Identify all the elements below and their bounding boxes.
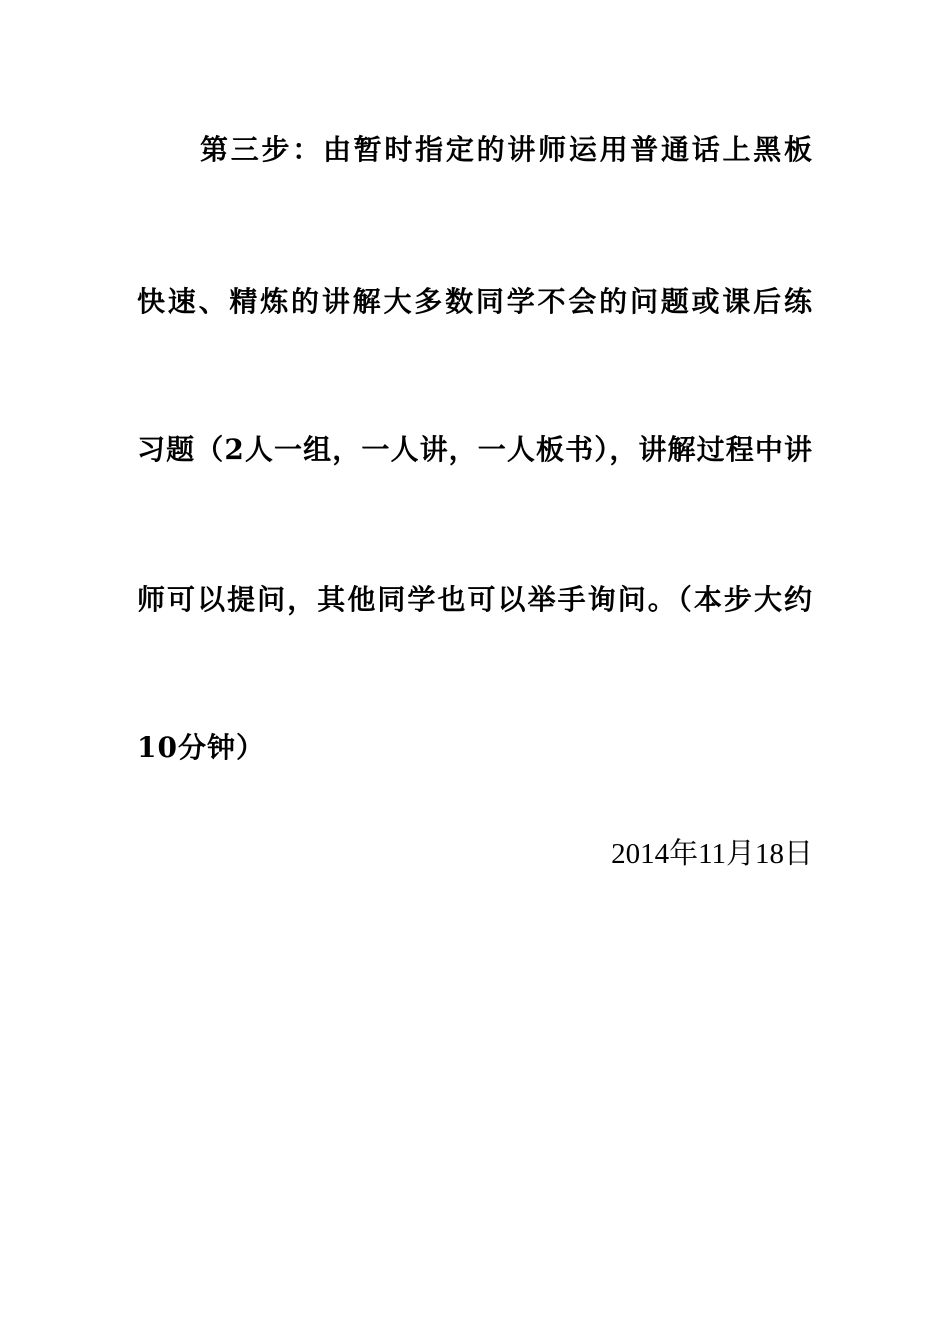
paragraph-line-2: 快速、精炼的讲解大多数同学不会的问题或课后练 (137, 285, 813, 318)
paragraph-line-1: 第三步：由暂时指定的讲师运用普通话上黑板 (200, 133, 813, 166)
paragraph-line-5: 10分钟） (137, 731, 265, 764)
paragraph-line-3: 习题（2人一组，一人讲，一人板书），讲解过程中讲 (137, 433, 813, 466)
paragraph-line-4: 师可以提问，其他同学也可以举手询问。（本步大约 (137, 583, 813, 616)
document-date: 2014年11月18日 (611, 838, 813, 870)
